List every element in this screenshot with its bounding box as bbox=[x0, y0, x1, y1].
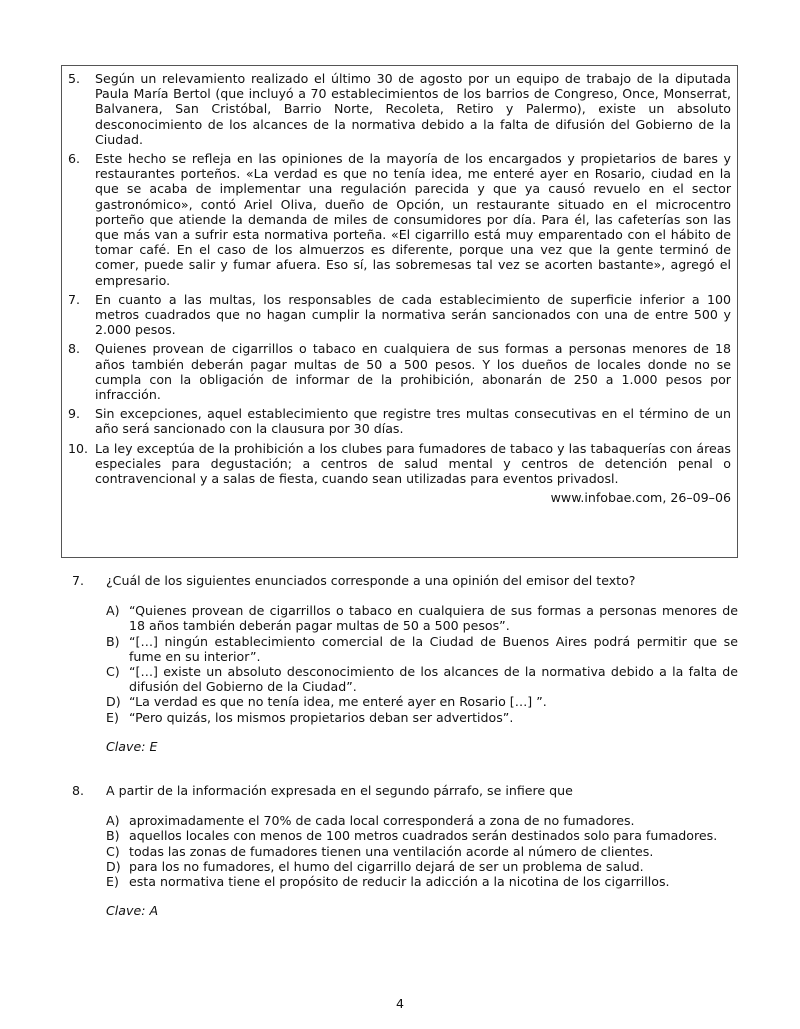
paragraph-number: 7. bbox=[68, 291, 81, 307]
paragraph-number: 8. bbox=[68, 341, 81, 357]
option-text: aproximadamente el 70% de cada local corresponderá a zona de no fumadores. bbox=[129, 813, 635, 829]
option-text: esta normativa tiene el propósito de reducir la adicción a la nicotina de los cigarrillos. bbox=[129, 874, 670, 890]
paragraph-9 bbox=[68, 406, 731, 436]
source-citation: www.infobae.com, 26–09–06 bbox=[550, 490, 731, 506]
option-text: “Pero quizás, los mismos propietarios deban ser advertidos”. bbox=[129, 709, 514, 725]
option-text: “La verdad es que no tenía idea, me enteré ayer en Rosario […] ”. bbox=[129, 694, 547, 710]
paragraph-text: Sin excepciones, aquel establecimiento que registre tres multas consecutivas en el término de un año será sancionado con la clausura por 30 días. bbox=[95, 406, 731, 437]
question-header bbox=[72, 783, 738, 798]
option-c bbox=[106, 844, 738, 859]
question-number: 8. bbox=[72, 783, 85, 798]
option-b bbox=[106, 634, 738, 664]
paragraph-text: La ley exceptúa de la prohibición a los clubes para fumadores de tabaco y las tabaquerías con áreas especiales para degustación; a centros de salud mental y centros de detención penal o contravencional y a salas de fiesta, cuando sean utilizadas para eventos privadosl. bbox=[95, 440, 731, 487]
option-d bbox=[106, 694, 738, 709]
page-number: 4 bbox=[395, 996, 404, 1011]
option-letter: D) bbox=[106, 858, 121, 874]
paragraph-10 bbox=[68, 441, 731, 487]
question-stem: ¿Cuál de los siguientes enunciados corresponde a una opinión del emisor del texto? bbox=[106, 573, 636, 588]
paragraph-text: Quienes provean de cigarrillos o tabaco en cualquiera de sus formas a personas menores de 18 años también deberán pagar multas de 50 a 500 pesos. Y los dueños de locales donde no se cumpla con la obligación de informar de la prohibición, abonarán de 250 a 1.000 pesos por infracción. bbox=[95, 341, 731, 403]
paragraph-6 bbox=[68, 151, 731, 288]
option-letter: E) bbox=[106, 874, 119, 890]
option-letter: B) bbox=[106, 828, 120, 844]
question-stem: A partir de la información expresada en el segundo párrafo, se infiere que bbox=[106, 783, 573, 798]
option-a bbox=[106, 813, 738, 828]
option-letter: A) bbox=[106, 603, 120, 619]
paragraph-text: Este hecho se refleja en las opiniones de la mayoría de los encargados y propietarios de bares y restaurantes porteños. «La verdad es que no tenía idea, me enteré ayer en Rosario, ciudad en la que se acaba de implementar una regulación parecida y que ya causó revuelo en el sector gastronómico», contó Ariel Oliva, dueño de Opción, un restaurante situado en el microcentro porteño que atiende la demanda de miles de consumidores por día. Para él, las cafeterías son las que más van a sufrir esta normativa porteña. «El cigarrillo está muy emparentado con el hábito de tomar café. En el caso de los almuerzos es diferente, porque una vez que la gente terminó de comer, puede salir y fumar afuera. Eso sí, las sobremesas tal vez se acorten bastante», agregó el empresario. bbox=[95, 151, 731, 288]
option-text: “[…] existe un absoluto desconocimiento de los alcances de la normativa debido a la falta de difusión del Gobierno de la Ciudad”. bbox=[129, 664, 738, 695]
option-letter: E) bbox=[106, 709, 119, 725]
paragraph-number: 10. bbox=[68, 440, 89, 456]
options-list bbox=[106, 603, 738, 725]
option-text: aquellos locales con menos de 100 metros cuadrados serán destinados solo para fumadores. bbox=[129, 828, 718, 844]
question-8 bbox=[72, 783, 738, 918]
option-letter: A) bbox=[106, 813, 120, 829]
option-text: para los no fumadores, el humo del cigarrillo dejará de ser un problema de salud. bbox=[129, 858, 644, 874]
option-letter: D) bbox=[106, 694, 121, 710]
options-list bbox=[106, 813, 738, 889]
option-text: todas las zonas de fumadores tienen una ventilación acorde al número de clientes. bbox=[129, 843, 654, 859]
option-text: “Quienes provean de cigarrillos o tabaco en cualquiera de sus formas a personas menores de 18 años también deberán pagar multas de 50 a 500 pesos”. bbox=[129, 603, 738, 634]
question-number: 7. bbox=[72, 573, 85, 588]
option-b bbox=[106, 828, 738, 843]
question-header bbox=[72, 573, 738, 588]
answer-key: Clave: A bbox=[106, 903, 159, 919]
question-7 bbox=[72, 573, 738, 754]
option-d bbox=[106, 859, 738, 874]
option-e bbox=[106, 710, 738, 725]
paragraph-8 bbox=[68, 341, 731, 402]
option-letter: B) bbox=[106, 633, 120, 649]
paragraph-number: 5. bbox=[68, 71, 81, 86]
paragraph-text: En cuanto a las multas, los responsables de cada establecimiento de superficie inferior a 100 metros cuadrados que no hagan cumplir la normativa serán sancionados con una de entre 500 y 2.000 pesos. bbox=[95, 291, 731, 338]
passage-box bbox=[61, 65, 738, 558]
option-letter: C) bbox=[106, 664, 120, 680]
option-e bbox=[106, 874, 738, 889]
paragraph-number: 9. bbox=[68, 406, 81, 422]
option-a bbox=[106, 603, 738, 633]
option-c bbox=[106, 664, 738, 694]
paragraph-number: 6. bbox=[68, 151, 81, 167]
paragraph-7 bbox=[68, 292, 731, 338]
answer-key: Clave: E bbox=[106, 738, 158, 754]
option-text: “[…] ningún establecimiento comercial de la Ciudad de Buenos Aires podrá permitir que se fume en su interior”. bbox=[129, 633, 738, 664]
paragraph-5 bbox=[68, 71, 731, 147]
option-letter: C) bbox=[106, 843, 120, 859]
paragraph-text: Según un relevamiento realizado el último 30 de agosto por un equipo de trabajo de la diputada Paula María Bertol (que incluyó a 70 establecimientos de los barrios de Congreso, Once, Monserrat, Balvanera, San Cristóbal, Barrio Norte, Recoleta, Retiro y Palermo), existe un absoluto desconocimiento de los alcances de la normativa debido a la falta de difusión del Gobierno de la Ciudad. bbox=[95, 71, 731, 147]
